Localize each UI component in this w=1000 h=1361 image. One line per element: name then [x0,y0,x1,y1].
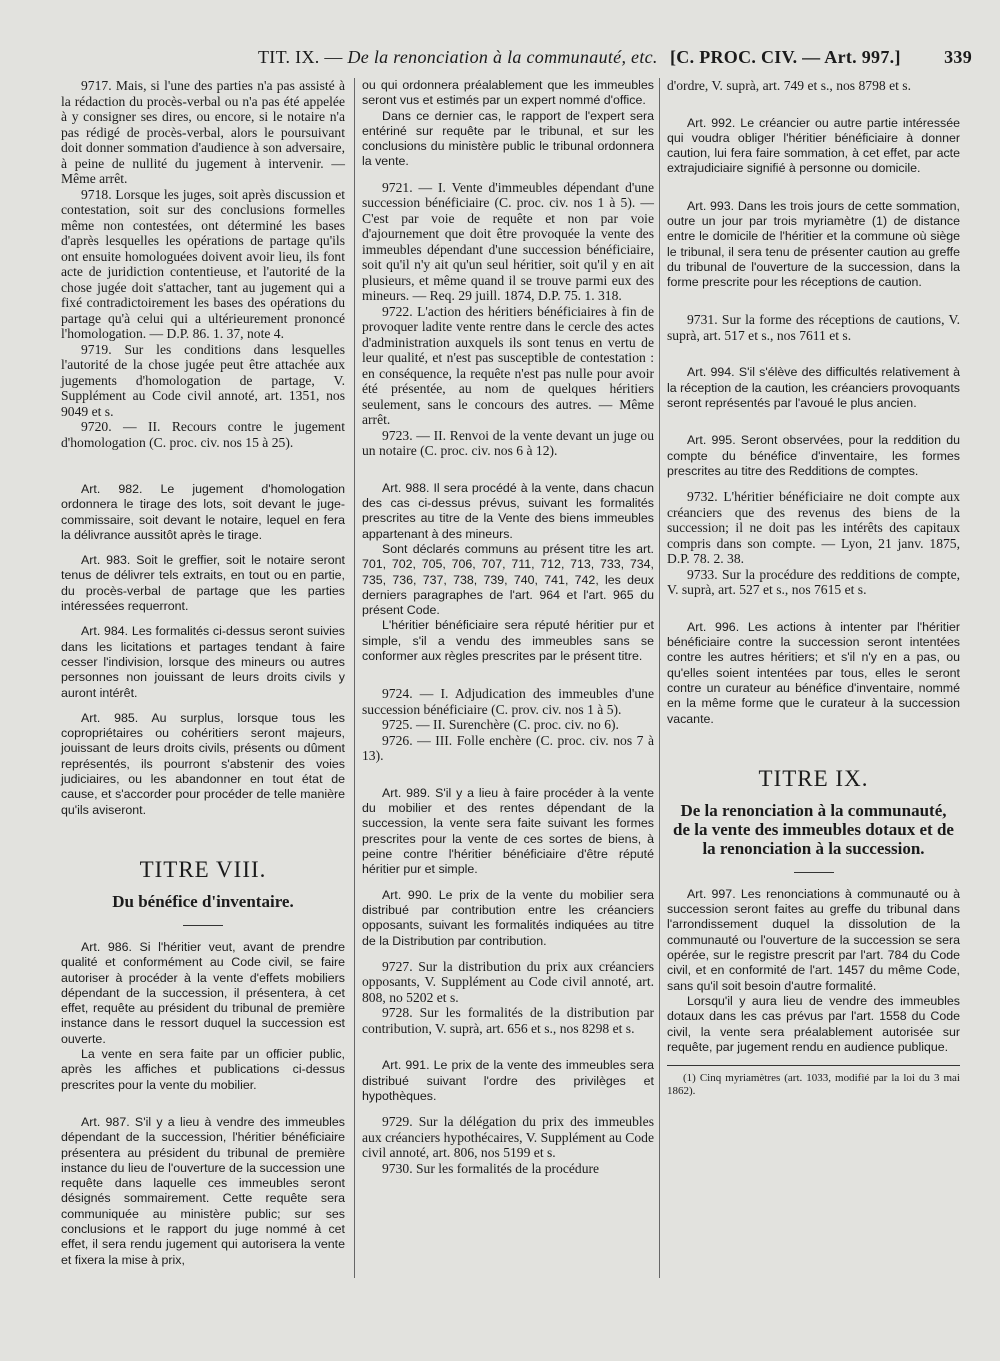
article-988-paragraph: Sont déclarés communs au présent titre les art. 701, 702, 705, 706, 707, 711, 712, 713, 733, 734, 735, 736, 737, 738, 739, 740, 741, 742, les deux derniers paragraphes de l'art. 964 et l'art. 965 du présent Code. [362,541,654,618]
paragraph-9718: 9718. Lorsque les juges, soit après discussion et contestation, soit sur des conclusions formelles même non contestées, ont déterminé les bases d'après lesquelles les opérations de partage qu'ils ont ensuite homologuées doivent avoir lieu, ils font acte de juridiction contentieuse, et l'autorité de la chose jugée doit s'attacher, tant au jugement qui a fixé contradictoirement les bases des opérations du partage qu'à celui qui a ultérieurement prononcé l'homologation. — D.P. 86. 1. 37, note 4. [61,186,345,341]
header-title-prefix: TIT. IX. — [258,47,343,67]
article-994: Art. 994. S'il s'élève des difficultés relativement à la réception de la caution, les créanciers provoquants seront représentés par l'avoué le plus ancien. [667,365,960,411]
paragraph-9721: 9721. — I. Vente d'immeubles dépendant d'une succession bénéficiaire (C. proc. civ. nos 1 à 5). — C'est par voie de requête et non par voie d'ajournement que doit être provoquée la vente des immeubles dépendant d'une succession bénéficiaire, soit qu'il n'y ait qu'un seul héritier, soit qu'il y en ait plusieurs, et même quand il se trouve parmi eux des mineurs. — Req. 29 juill. 1874, D.P. 75. 1. 318. [362,179,654,304]
footnote-rule [667,1065,960,1066]
paragraph-9727: 9727. Sur la distribution du prix aux créanciers opposants, V. Supplément au Code civil annoté, art. 808, no 5202 et s. [362,958,654,1005]
paragraph-9733: 9733. Sur la procédure des redditions de compte, V. suprà, art. 527 et s., nos 7615 et s. [667,566,960,598]
article-987-continued: ou qui ordonnera préalablement que les immeubles seront vus et estimés par un expert nommé d'office. [362,78,654,108]
article-985: Art. 985. Au surplus, lorsque tous les copropriétaires ou cohéritiers seront majeurs, jouissant de leurs droits civils, présents ou dûment représentés, ils pourront s'abstenir des voies judiciaires, ou les abandonner en tout état de cause, et s'accorder pour procéder de telle manière qu'ils aviseront. [61,710,345,817]
paragraph-9729: 9729. Sur la délégation du prix des immeubles aux créanciers hypothécaires, V. Supplément au Code civil annoté, art. 806, nos 5199 et s. [362,1114,654,1161]
paragraph-9724: 9724. — I. Adjudication des immeubles d'une succession bénéficiaire (C. prov. civ. nos 1 à 5). [362,686,654,717]
article-996: Art. 996. Les actions à intenter par l'héritier bénéficiaire contre la succession seront intentées contre les autres héritiers; et s'il n'y en a pas, ou qu'elles soient intentées par tous, elles le seront contre un curateur au bénéfice d'inventaire, nommé en la même forme que le curateur à la succession vacante. [667,619,960,726]
paragraph-9730-continued: d'ordre, V. suprà, art. 749 et s., nos 8798 et s. [667,78,911,93]
paragraph-9732: 9732. L'héritier bénéficiaire ne doit compte aux créanciers que des revenus des biens de la succession; il ne doit pas les intérêts des capitaux compris dans son compte. — Lyon, 21 janv. 1875, D.P. 78. 2. 38. [667,489,960,567]
header-title [258,46,658,68]
article-984: Art. 984. Les formalités ci-dessus seront suivies dans les licitations et partages tendant à faire cesser l'indivision, lorsque des mineurs ou autres personnes non jouissant de leurs droits civils y auront intérêt. [61,624,345,700]
article-988: Art. 988. Il sera procédé à la vente, dans chacun des cas ci-dessus prévus, suivant les formalités prescrites au titre de la Vente des biens immeubles appartenant à des mineurs. [362,480,654,541]
title-subheading: De la renonciation à la communauté, de la vente des immeubles dotaux et de la renonciation à la succession. [673,800,954,858]
article-991: Art. 991. Le prix de la vente des immeubles sera distribué suivant l'ordre des privilèges et hypothèques. [362,1058,654,1103]
title-heading: TITRE VIII. [139,856,267,882]
paragraph-9720: 9720. — II. Recours contre le jugement d'homologation (C. proc. civ. nos 15 à 25). [61,419,345,450]
article-995: Art. 995. Seront observées, pour la reddition du compte du bénéfice d'inventaire, les formes prescrites au titre des Redditions de comptes. [667,433,960,478]
paragraph-9730: 9730. Sur les formalités de la procédure [382,1160,600,1176]
article-986-paragraph: La vente en sera faite par un officier public, après les affiches et publications ci-dessus prescrites pour la vente du mobilier. [61,1047,345,1092]
section-rule [794,872,834,873]
paragraph-9717: 9717. Mais, si l'une des parties n'a pas assisté à la rédaction du procès-verbal ou n'a pas été appelée à y consigner ses dires, ou encore, si le notaire n'a pas rédigé de procès-verbal, alors le poursuivant doit donner sommation d'audience à son adversaire, à peine de nullité du jugement à intervenir. — Même arrêt. [61,78,345,186]
title-heading: TITRE IX. [758,765,869,791]
title-subheading: Du bénéfice d'inventaire. [112,891,294,911]
paragraph-9725: 9725. — II. Surenchère (C. proc. civ. no 6). [382,717,619,733]
footnote: (1) Cinq myriamètres (art. 1033, modifié par la loi du 3 mai 1862). [667,1072,960,1098]
article-992: Art. 992. Le créancier ou autre partie intéressée qui voudra obliger l'héritier bénéficiaire à donner caution, lui fera faire sommation, à cet effet, par acte extrajudiciaire signifié à personne ou domicile. [667,115,960,176]
article-983: Art. 983. Soit le greffier, soit le notaire seront tenus de délivrer tels extraits, en tout ou en partie, du procès-verbal de partage que les parties intéressées requerront. [61,553,345,614]
article-987: Art. 987. S'il y a lieu à vendre des immeubles dépendant de la succession, l'héritier bénéficiaire présentera au président du tribunal de première instance du lieu de l'ouverture de la succession une requête dans laquelle ces immeubles seront désignés sommairement. Cette requête sera communiquée au ministère public; sur ses conclusions et le rapport du juge nommé à cet effet, il sera rendu jugement qui autorisera la vente et fixera la mise à prix, [61,1114,345,1267]
header-code-ref: [C. PROC. CIV. — Art. 997.] [670,47,901,67]
article-986: Art. 986. Si l'héritier veut, avant de prendre qualité et conformément au Code civil, se faire autoriser à procéder à la vente d'effets mobiliers dépendant de la succession, il présentera, à cet effet, requête au président du tribunal de première instance dans le ressort duquel la succession est ouverte. [61,939,345,1046]
article-997-paragraph: Lorsqu'il y aura lieu de vendre des immeubles dotaux dans les cas prévus par l'art. 1558 du Code civil, la vente sera préalablement autorisée sur requête, par jugement rendu en audience publique. [667,993,960,1054]
article-987-paragraph: Dans ce dernier cas, le rapport de l'expert sera entériné sur requête par le tribunal, et sur les conclusions du ministère public le tribunal ordonnera la vente. [362,108,654,169]
paragraph-9719: 9719. Sur les conditions dans lesquelles l'autorité de la chose jugée peut être attachée aux jugements d'homologation de partage, V. Supplément au Code civil annoté, art. 1351, nos 9049 et s. [61,341,345,419]
running-header [40,46,972,68]
column-divider [659,78,660,1278]
paragraph-9731: 9731. Sur la forme des réceptions de cautions, V. suprà, art. 517 et s., nos 7611 et s. [667,312,960,343]
article-990: Art. 990. Le prix de la vente du mobilier sera distribué par contribution entre les créanciers opposants, suivant les formalités indiquées au titre de la Distribution par contribution. [362,887,654,948]
article-988-paragraph: L'héritier bénéficiaire sera réputé héritier pur et simple, s'il a vendu des immeubles sans se conformer aux règles prescrites par le présent titre. [362,618,654,664]
column-middle [362,78,654,1176]
section-rule [183,925,223,926]
article-993: Art. 993. Dans les trois jours de cette sommation, outre un jour par trois myriamètre (1) de distance entre le domicile de l'héritier et la commune où siège le tribunal, il sera tenu de présenter caution au greffe du tribunal de l'ouverture de la succession, dans la forme prescrite pour les réceptions de caution. [667,198,960,290]
column-right [667,78,960,1098]
header-title-italic: De la renonciation à la communauté, etc. [347,47,658,67]
page-number: 339 [944,47,972,67]
paragraph-9722: 9722. L'action des héritiers bénéficiaires à fin de provoquer ladite vente rentre dans le cercle des actes d'administration auxquels ils sont tenus en vertu de leur qualité, et n'est pas susceptible de contestation : en conséquence, la requête n'est pas nulle pour avoir été présentée, au nom de quelques héritiers seulement, sans le concours des autres. — Même arrêt. [362,303,654,428]
article-997: Art. 997. Les renonciations à communauté ou à succession seront faites au greffe du tribunal dans l'arrondissement duquel la dissolution de la communauté ou l'ouverture de la succession se sera opérée, sur le registre prescrit par l'art. 784 du Code civil, et en conformité de l'art. 1457 du même Code, sans qu'il soit besoin d'autre formalité. [667,886,960,993]
paragraph-9728: 9728. Sur les formalités de la distribution par contribution, V. suprà, art. 656 et s., nos 8298 et s. [362,1005,654,1036]
article-989: Art. 989. S'il y a lieu à faire procéder à la vente du mobilier et des rentes dépendant de la succession, la vente sera faite suivant les formes prescrites pour la vente de ces sortes de biens, à peine contre l'héritier bénéficiaire d'être réputé héritier pur et simple. [362,785,654,877]
article-982: Art. 982. Le jugement d'homologation ordonnera le tirage des lots, soit devant le juge-commissaire, soit devant le notaire, lequel en fera la délivrance aussitôt après le tirage. [61,482,345,542]
paragraph-9723: 9723. — II. Renvoi de la vente devant un juge ou un notaire (C. proc. civ. nos 6 à 12). [362,427,654,459]
paragraph-9726: 9726. — III. Folle enchère (C. proc. civ. nos 7 à 13). [362,732,654,764]
column-divider [354,78,355,1278]
column-left [61,78,345,1268]
